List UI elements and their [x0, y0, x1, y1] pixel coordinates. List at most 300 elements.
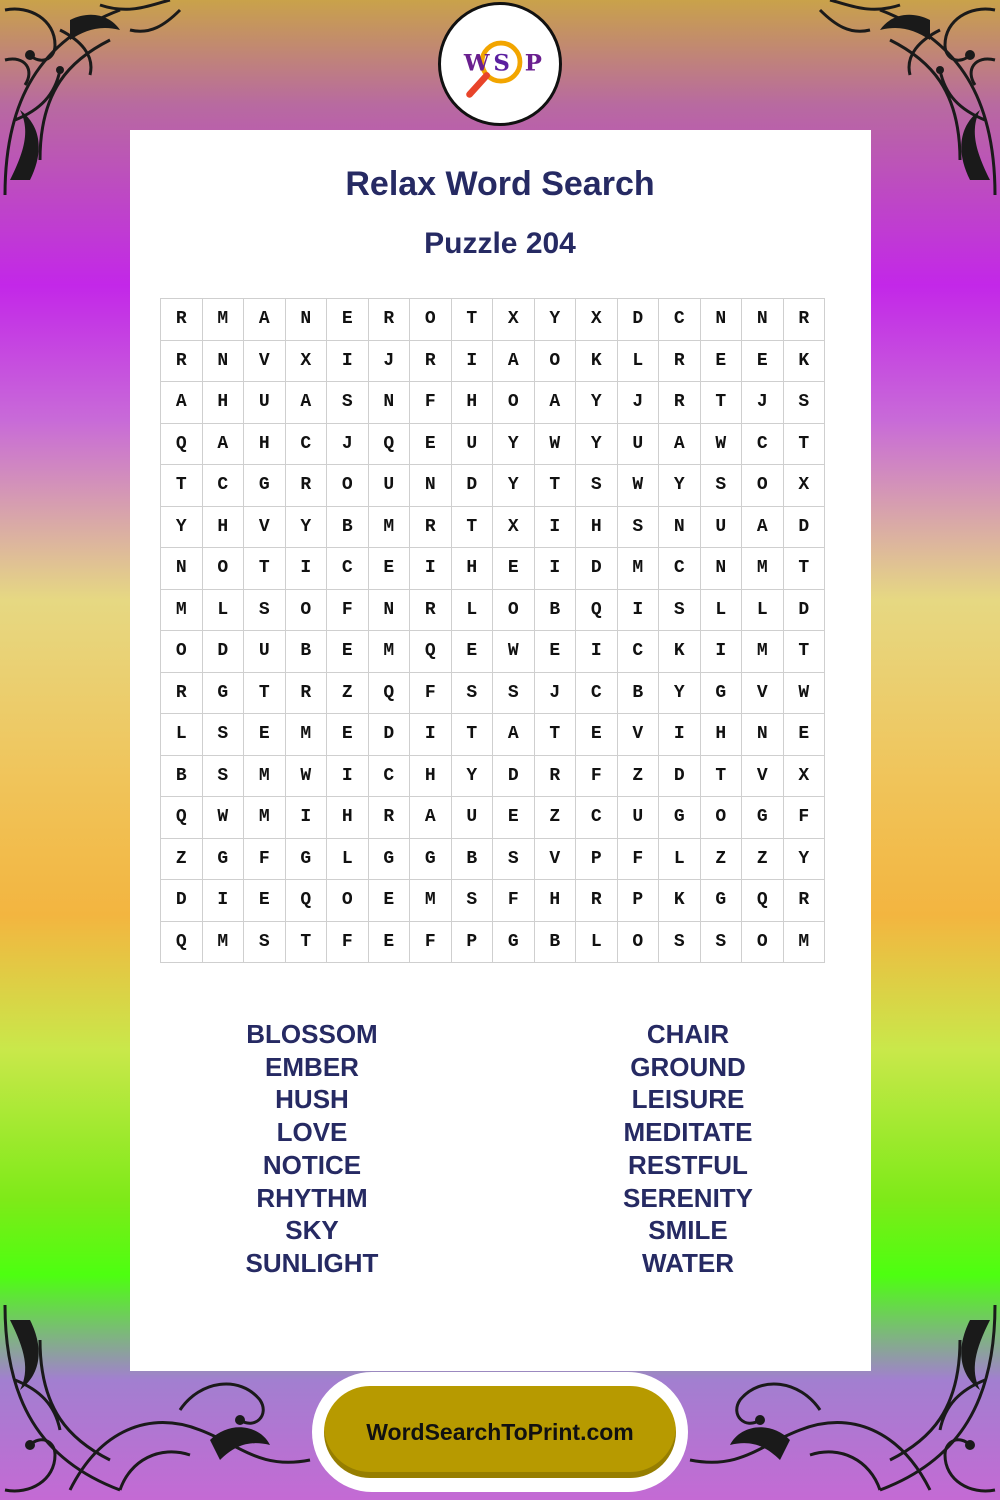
word-item: SKY — [285, 1215, 339, 1246]
grid-row — [161, 382, 825, 424]
grid-cell[interactable]: R — [410, 506, 452, 548]
grid-cell[interactable]: T — [451, 299, 493, 341]
grid-cell[interactable]: A — [493, 714, 535, 756]
grid-cell[interactable]: R — [285, 465, 327, 507]
grid-cell[interactable]: Z — [161, 838, 203, 880]
grid-cell[interactable]: G — [742, 797, 784, 839]
grid-cell[interactable]: Q — [161, 423, 203, 465]
grid-cell[interactable]: L — [742, 589, 784, 631]
grid-cell[interactable]: Y — [451, 755, 493, 797]
word-item: SUNLIGHT — [245, 1247, 379, 1278]
word-item: SMILE — [648, 1215, 728, 1246]
grid-cell[interactable]: F — [410, 672, 452, 714]
grid-cell[interactable]: Y — [576, 382, 618, 424]
grid-cell[interactable]: D — [451, 465, 493, 507]
ornament-swirl — [680, 1350, 940, 1500]
grid-cell[interactable]: D — [659, 755, 701, 797]
grid-cell[interactable]: M — [617, 548, 659, 590]
grid-cell[interactable]: E — [327, 299, 369, 341]
grid-cell[interactable]: K — [659, 631, 701, 673]
grid-cell[interactable]: T — [451, 506, 493, 548]
grid-cell[interactable]: O — [617, 921, 659, 963]
grid-cell[interactable]: R — [410, 589, 452, 631]
grid-cell[interactable]: M — [244, 755, 286, 797]
grid-cell[interactable]: L — [327, 838, 369, 880]
grid-cell[interactable]: P — [451, 921, 493, 963]
grid-cell[interactable]: X — [783, 465, 825, 507]
grid-cell[interactable]: X — [493, 506, 535, 548]
grid-cell[interactable]: F — [617, 838, 659, 880]
grid-cell[interactable]: T — [700, 382, 742, 424]
grid-cell[interactable]: H — [327, 797, 369, 839]
grid-cell[interactable]: R — [659, 382, 701, 424]
grid-cell[interactable]: I — [617, 589, 659, 631]
grid-cell[interactable]: G — [410, 838, 452, 880]
grid-cell[interactable]: E — [783, 714, 825, 756]
grid-cell[interactable]: N — [742, 714, 784, 756]
grid-cell[interactable]: G — [700, 672, 742, 714]
grid-cell[interactable]: M — [368, 631, 410, 673]
grid-cell[interactable]: I — [327, 340, 369, 382]
grid-cell[interactable]: O — [327, 880, 369, 922]
grid-cell[interactable]: Q — [368, 423, 410, 465]
grid-cell[interactable]: Y — [659, 672, 701, 714]
grid-cell[interactable]: T — [451, 714, 493, 756]
grid-cell[interactable]: S — [244, 921, 286, 963]
grid-cell[interactable]: J — [617, 382, 659, 424]
grid-cell[interactable]: D — [576, 548, 618, 590]
grid-cell[interactable]: U — [368, 465, 410, 507]
grid-row — [161, 755, 825, 797]
word-item: RESTFUL — [628, 1149, 748, 1180]
grid-cell[interactable]: G — [244, 465, 286, 507]
grid-cell[interactable]: O — [534, 340, 576, 382]
grid-cell[interactable]: N — [202, 340, 244, 382]
word-item: NOTICE — [262, 1149, 362, 1180]
grid-cell[interactable]: L — [617, 340, 659, 382]
grid-cell[interactable]: C — [576, 797, 618, 839]
grid-cell[interactable]: H — [202, 506, 244, 548]
grid-cell[interactable]: B — [534, 921, 576, 963]
grid-cell[interactable]: B — [617, 672, 659, 714]
grid-cell[interactable]: E — [244, 714, 286, 756]
grid-row — [161, 714, 825, 756]
grid-cell[interactable]: S — [327, 382, 369, 424]
grid-cell[interactable]: H — [451, 382, 493, 424]
grid-cell[interactable]: M — [742, 548, 784, 590]
grid-cell[interactable]: W — [534, 423, 576, 465]
grid-cell[interactable]: O — [493, 589, 535, 631]
word-item: RHYTHM — [256, 1182, 368, 1213]
grid-cell[interactable]: D — [493, 755, 535, 797]
grid-cell[interactable]: I — [534, 548, 576, 590]
grid-cell[interactable]: K — [576, 340, 618, 382]
grid-row — [161, 340, 825, 382]
grid-cell[interactable]: H — [244, 423, 286, 465]
grid-cell[interactable]: C — [368, 755, 410, 797]
grid-cell[interactable]: A — [285, 382, 327, 424]
grid-cell[interactable]: D — [161, 880, 203, 922]
grid-row — [161, 506, 825, 548]
grid-cell[interactable]: S — [451, 672, 493, 714]
grid-cell[interactable]: R — [410, 340, 452, 382]
grid-cell[interactable]: R — [659, 340, 701, 382]
grid-cell[interactable]: Q — [576, 589, 618, 631]
grid-cell[interactable]: S — [659, 589, 701, 631]
word-list-left — [162, 1018, 462, 1280]
grid-cell[interactable]: Q — [368, 672, 410, 714]
grid-cell[interactable]: N — [285, 299, 327, 341]
grid-cell[interactable]: U — [451, 797, 493, 839]
grid-cell[interactable]: E — [534, 631, 576, 673]
grid-cell[interactable]: Q — [742, 880, 784, 922]
grid-cell[interactable]: Y — [659, 465, 701, 507]
grid-cell[interactable]: T — [534, 714, 576, 756]
word-item: GROUND — [630, 1051, 746, 1082]
grid-cell[interactable]: B — [161, 755, 203, 797]
logo-letter-p: P — [524, 50, 542, 77]
grid-cell[interactable]: H — [451, 548, 493, 590]
ornament-swirl — [60, 1350, 320, 1500]
grid-cell[interactable]: B — [285, 631, 327, 673]
word-item: HUSH — [275, 1084, 349, 1115]
grid-cell[interactable]: E — [368, 921, 410, 963]
grid-cell[interactable]: S — [493, 838, 535, 880]
wsp-logo[interactable] — [438, 2, 562, 126]
site-label: WordSearchToPrint.com — [366, 1418, 634, 1445]
grid-cell[interactable]: O — [202, 548, 244, 590]
grid-cell[interactable]: O — [493, 382, 535, 424]
grid-cell[interactable]: Q — [161, 797, 203, 839]
grid-cell[interactable]: X — [285, 340, 327, 382]
grid-cell[interactable]: I — [285, 797, 327, 839]
grid-cell[interactable]: A — [493, 340, 535, 382]
grid-cell[interactable]: M — [368, 506, 410, 548]
grid-cell[interactable]: S — [202, 714, 244, 756]
grid-cell[interactable]: M — [742, 631, 784, 673]
grid-cell[interactable]: A — [161, 382, 203, 424]
grid-cell[interactable]: V — [244, 340, 286, 382]
grid-cell[interactable]: R — [368, 299, 410, 341]
grid-cell[interactable]: P — [576, 838, 618, 880]
grid-cell[interactable]: S — [700, 921, 742, 963]
grid-cell[interactable]: S — [202, 755, 244, 797]
grid-cell[interactable]: O — [285, 589, 327, 631]
grid-cell[interactable]: O — [742, 921, 784, 963]
grid-cell[interactable]: I — [659, 714, 701, 756]
grid-cell[interactable]: O — [742, 465, 784, 507]
grid-cell[interactable]: B — [327, 506, 369, 548]
grid-cell[interactable]: X — [783, 755, 825, 797]
grid-cell[interactable]: R — [534, 755, 576, 797]
grid-cell[interactable]: T — [534, 465, 576, 507]
grid-cell[interactable]: F — [783, 797, 825, 839]
grid-cell[interactable]: C — [742, 423, 784, 465]
grid-cell[interactable]: S — [700, 465, 742, 507]
grid-cell[interactable]: R — [368, 797, 410, 839]
grid-cell[interactable]: C — [659, 548, 701, 590]
grid-cell[interactable]: G — [202, 672, 244, 714]
grid-cell[interactable]: N — [161, 548, 203, 590]
grid-cell[interactable]: C — [659, 299, 701, 341]
grid-cell[interactable]: I — [285, 548, 327, 590]
grid-cell[interactable]: Y — [783, 838, 825, 880]
grid-cell[interactable]: L — [451, 589, 493, 631]
grid-cell[interactable]: S — [576, 465, 618, 507]
site-link[interactable] — [324, 1386, 676, 1478]
word-item: EMBER — [265, 1051, 359, 1082]
grid-cell[interactable]: K — [659, 880, 701, 922]
puzzle-number: Puzzle 204 — [424, 227, 576, 260]
word-item: LOVE — [276, 1117, 348, 1148]
grid-cell[interactable]: E — [410, 423, 452, 465]
grid-cell[interactable]: W — [493, 631, 535, 673]
grid-cell[interactable]: I — [327, 755, 369, 797]
grid-cell[interactable]: M — [285, 714, 327, 756]
grid-cell[interactable]: R — [285, 672, 327, 714]
grid-cell[interactable]: T — [700, 755, 742, 797]
grid-cell[interactable]: O — [327, 465, 369, 507]
grid-cell[interactable]: E — [244, 880, 286, 922]
grid-cell[interactable]: D — [368, 714, 410, 756]
grid-cell[interactable]: Z — [534, 797, 576, 839]
grid-cell[interactable]: E — [327, 631, 369, 673]
grid-cell[interactable]: M — [244, 797, 286, 839]
grid-cell[interactable]: H — [410, 755, 452, 797]
grid-cell[interactable]: E — [493, 548, 535, 590]
grid-cell[interactable]: Y — [493, 465, 535, 507]
grid-cell[interactable]: X — [576, 299, 618, 341]
grid-cell[interactable]: D — [783, 589, 825, 631]
grid-cell[interactable]: P — [617, 880, 659, 922]
grid-cell[interactable]: T — [783, 631, 825, 673]
grid-cell[interactable]: V — [742, 672, 784, 714]
grid-row — [161, 631, 825, 673]
grid-cell[interactable]: S — [783, 382, 825, 424]
grid-cell[interactable]: I — [410, 714, 452, 756]
grid-cell[interactable]: U — [700, 506, 742, 548]
grid-cell[interactable]: A — [202, 423, 244, 465]
grid-cell[interactable]: R — [161, 340, 203, 382]
grid-cell[interactable]: O — [700, 797, 742, 839]
grid-cell[interactable]: W — [202, 797, 244, 839]
grid-cell[interactable]: W — [285, 755, 327, 797]
grid-row — [161, 797, 825, 839]
grid-cell[interactable]: T — [783, 548, 825, 590]
grid-cell[interactable]: O — [410, 299, 452, 341]
grid-cell[interactable]: H — [700, 714, 742, 756]
grid-cell[interactable]: W — [617, 465, 659, 507]
grid-cell[interactable]: Y — [161, 506, 203, 548]
grid-cell[interactable]: B — [451, 838, 493, 880]
grid-cell[interactable]: U — [244, 631, 286, 673]
grid-cell[interactable]: Q — [285, 880, 327, 922]
grid-cell[interactable]: N — [410, 465, 452, 507]
grid-cell[interactable]: D — [617, 299, 659, 341]
grid-cell[interactable]: L — [659, 838, 701, 880]
grid-cell[interactable]: C — [285, 423, 327, 465]
grid-cell[interactable]: F — [327, 589, 369, 631]
grid-cell[interactable]: T — [285, 921, 327, 963]
page-title: Relax Word Search — [345, 165, 655, 203]
grid-cell[interactable]: B — [534, 589, 576, 631]
word-item: BLOSSOM — [246, 1019, 378, 1049]
grid-cell[interactable]: V — [742, 755, 784, 797]
grid-cell[interactable]: G — [285, 838, 327, 880]
grid-cell[interactable]: W — [700, 423, 742, 465]
grid-cell[interactable]: E — [451, 631, 493, 673]
word-item: WATER — [642, 1247, 734, 1278]
grid-cell[interactable]: F — [576, 755, 618, 797]
grid-cell[interactable]: S — [244, 589, 286, 631]
grid-cell[interactable]: S — [617, 506, 659, 548]
grid-cell[interactable]: C — [327, 548, 369, 590]
grid-cell[interactable]: E — [700, 340, 742, 382]
grid-cell[interactable]: U — [451, 423, 493, 465]
grid-cell[interactable]: T — [244, 672, 286, 714]
grid-cell[interactable]: H — [576, 506, 618, 548]
grid-cell[interactable]: Q — [410, 631, 452, 673]
grid-row — [161, 548, 825, 590]
grid-cell[interactable]: L — [161, 714, 203, 756]
grid-cell[interactable]: I — [534, 506, 576, 548]
grid-cell[interactable]: Z — [617, 755, 659, 797]
grid-cell[interactable]: M — [202, 921, 244, 963]
grid-cell[interactable]: Z — [327, 672, 369, 714]
word-item: CHAIR — [646, 1019, 730, 1049]
grid-cell[interactable]: W — [783, 672, 825, 714]
grid-cell[interactable]: U — [244, 382, 286, 424]
grid-cell[interactable]: J — [534, 672, 576, 714]
grid-cell[interactable]: S — [659, 921, 701, 963]
grid-cell[interactable]: J — [742, 382, 784, 424]
grid-cell[interactable]: T — [244, 548, 286, 590]
grid-cell[interactable]: N — [700, 299, 742, 341]
grid-cell[interactable]: H — [202, 382, 244, 424]
letter-grid — [160, 298, 825, 963]
word-item: LEISURE — [631, 1084, 745, 1115]
grid-cell[interactable]: A — [534, 382, 576, 424]
grid-cell[interactable]: D — [202, 631, 244, 673]
grid-cell[interactable]: Y — [285, 506, 327, 548]
word-item: SERENITY — [622, 1182, 754, 1213]
grid-cell[interactable]: L — [202, 589, 244, 631]
grid-cell[interactable]: C — [617, 631, 659, 673]
grid-cell[interactable]: U — [617, 797, 659, 839]
grid-cell[interactable]: Y — [576, 423, 618, 465]
grid-cell[interactable]: F — [493, 880, 535, 922]
grid-cell[interactable]: J — [368, 340, 410, 382]
grid-cell[interactable]: Y — [534, 299, 576, 341]
grid-cell[interactable]: H — [534, 880, 576, 922]
grid-cell[interactable]: F — [410, 921, 452, 963]
grid-cell[interactable]: L — [700, 589, 742, 631]
logo-letter-s: S — [493, 50, 510, 77]
grid-cell[interactable]: M — [202, 299, 244, 341]
grid-cell[interactable]: V — [244, 506, 286, 548]
grid-cell[interactable]: Q — [161, 921, 203, 963]
grid-cell[interactable]: L — [576, 921, 618, 963]
grid-cell[interactable]: R — [576, 880, 618, 922]
word-list-right — [538, 1018, 838, 1280]
grid-cell[interactable]: N — [368, 589, 410, 631]
grid-cell[interactable]: N — [742, 299, 784, 341]
grid-cell[interactable]: T — [783, 423, 825, 465]
grid-row — [161, 423, 825, 465]
grid-row — [161, 672, 825, 714]
grid-cell[interactable]: E — [327, 714, 369, 756]
grid-cell[interactable]: E — [493, 797, 535, 839]
grid-cell[interactable]: M — [410, 880, 452, 922]
grid-cell[interactable]: S — [493, 672, 535, 714]
grid-cell[interactable]: M — [161, 589, 203, 631]
logo-letter-w: W — [463, 50, 490, 77]
grid-cell[interactable]: C — [202, 465, 244, 507]
grid-row — [161, 465, 825, 507]
grid-cell[interactable]: V — [534, 838, 576, 880]
grid-cell[interactable]: N — [368, 382, 410, 424]
grid-cell[interactable]: E — [368, 548, 410, 590]
grid-cell[interactable]: G — [493, 921, 535, 963]
grid-cell[interactable]: I — [410, 548, 452, 590]
grid-row — [161, 921, 825, 963]
grid-cell[interactable]: G — [700, 880, 742, 922]
grid-cell[interactable]: G — [659, 797, 701, 839]
grid-cell[interactable]: I — [576, 631, 618, 673]
grid-cell[interactable]: R — [783, 299, 825, 341]
grid-row — [161, 880, 825, 922]
grid-cell[interactable]: I — [451, 340, 493, 382]
grid-cell[interactable]: R — [161, 672, 203, 714]
grid-cell[interactable]: X — [493, 299, 535, 341]
magnifier-logo-icon — [441, 5, 559, 123]
grid-cell[interactable]: S — [451, 880, 493, 922]
grid-cell[interactable]: A — [659, 423, 701, 465]
grid-cell[interactable]: G — [202, 838, 244, 880]
grid-cell[interactable]: O — [161, 631, 203, 673]
grid-cell[interactable]: E — [576, 714, 618, 756]
grid-row — [161, 838, 825, 880]
grid-cell[interactable]: Y — [493, 423, 535, 465]
grid-cell[interactable]: T — [161, 465, 203, 507]
grid-cell[interactable]: F — [327, 921, 369, 963]
grid-cell[interactable]: D — [783, 506, 825, 548]
grid-cell[interactable]: K — [783, 340, 825, 382]
grid-cell[interactable]: N — [700, 548, 742, 590]
grid-cell[interactable]: A — [410, 797, 452, 839]
grid-cell[interactable]: M — [783, 921, 825, 963]
grid-cell[interactable]: E — [368, 880, 410, 922]
grid-cell[interactable]: A — [244, 299, 286, 341]
grid-cell[interactable]: C — [576, 672, 618, 714]
grid-cell[interactable]: V — [617, 714, 659, 756]
grid-cell[interactable]: R — [783, 880, 825, 922]
grid-row — [161, 589, 825, 631]
grid-cell[interactable]: I — [700, 631, 742, 673]
grid-cell[interactable]: A — [742, 506, 784, 548]
grid-cell[interactable]: Z — [700, 838, 742, 880]
grid-cell[interactable]: R — [161, 299, 203, 341]
grid-cell[interactable]: F — [244, 838, 286, 880]
grid-cell[interactable]: G — [368, 838, 410, 880]
grid-cell[interactable]: N — [659, 506, 701, 548]
grid-cell[interactable]: Z — [742, 838, 784, 880]
grid-cell[interactable]: J — [327, 423, 369, 465]
grid-cell[interactable]: U — [617, 423, 659, 465]
grid-cell[interactable]: F — [410, 382, 452, 424]
grid-cell[interactable]: I — [202, 880, 244, 922]
grid-cell[interactable]: E — [742, 340, 784, 382]
